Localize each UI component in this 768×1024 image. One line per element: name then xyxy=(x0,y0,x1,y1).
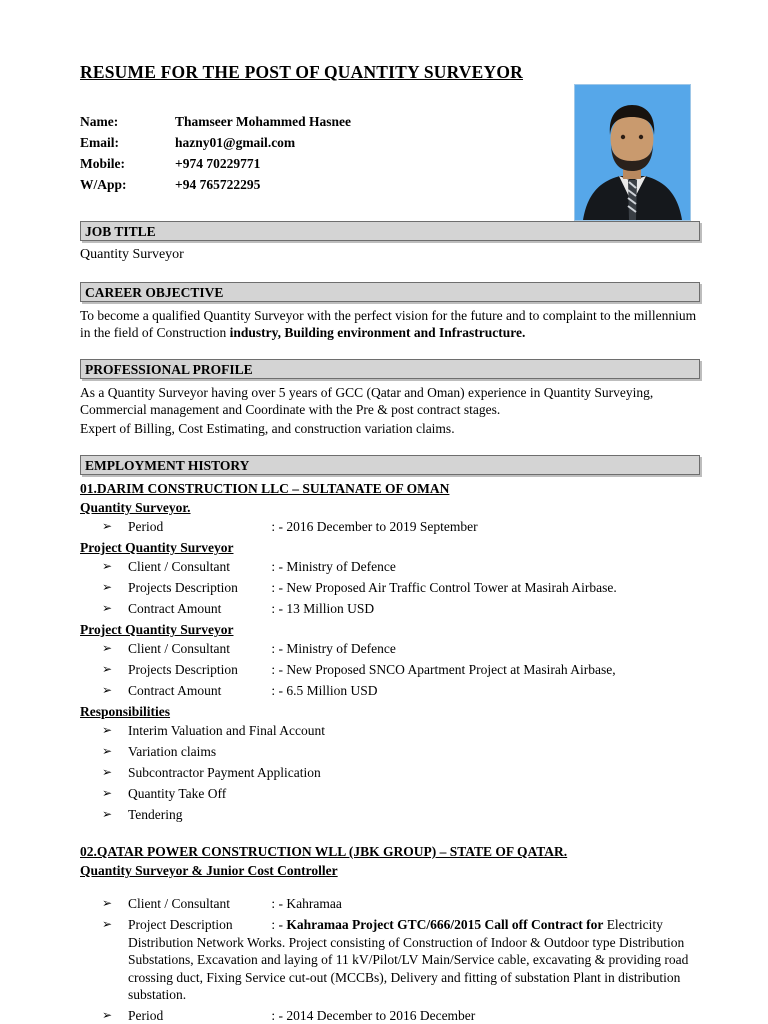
employer-2-role-text: Quantity Surveyor & Junior Cost Controller xyxy=(80,863,338,878)
field-row xyxy=(80,661,700,679)
field-row xyxy=(80,682,700,700)
field-value: : - Ministry of Defence xyxy=(271,641,396,656)
arrow-bullet-icon: ➢ xyxy=(102,744,113,758)
career-objective-normal: To become a qualified Quantity Surveyor with the perfect vision for the future and to complaint to the millennium in the field of Construction xyxy=(80,308,697,340)
employer-1-role xyxy=(80,499,700,516)
responsibility-item xyxy=(80,764,700,782)
career-objective-bold: industry, Building environment and Infrastructure. xyxy=(229,325,526,340)
field-label: Client / Consultant xyxy=(128,641,231,656)
employer-2-heading xyxy=(80,843,700,860)
project-2-heading xyxy=(80,621,700,638)
field-value: : - 2014 December to 2016 December xyxy=(271,1008,476,1023)
professional-profile-line2: Expert of Billing, Cost Estimating, and construction variation claims. xyxy=(80,421,455,436)
employer-1-name: 01.DARIM CONSTRUCTION LLC – SULTANATE OF OMAN xyxy=(80,481,450,496)
responsibilities-title: Responsibilities xyxy=(80,704,171,719)
arrow-bullet-icon: ➢ xyxy=(102,519,113,533)
responsibility-text: Tendering xyxy=(128,807,183,822)
employer-2-name: 02.QATAR POWER CONSTRUCTION WLL (JBK GROUP) – STATE OF QATAR. xyxy=(80,844,568,859)
arrow-bullet-icon: ➢ xyxy=(102,683,113,697)
responsibility-text: Variation claims xyxy=(128,744,217,759)
responsibility-item xyxy=(80,806,700,824)
field-row-project-description-2 xyxy=(80,916,700,1004)
arrow-bullet-icon: ➢ xyxy=(102,917,113,931)
resume-title: RESUME FOR THE POST OF QUANTITY SURVEYOR xyxy=(80,62,524,82)
contact-value-email: hazny01@gmail.com xyxy=(175,135,296,150)
responsibility-text: Quantity Take Off xyxy=(128,786,227,801)
field-row-period-1 xyxy=(80,518,700,536)
professional-profile-line1: As a Quantity Surveyor having over 5 years of GCC (Qatar and Oman) experience in Quantity Surveying, Commercial management and Coordinate with the Pre & post contract stages. xyxy=(80,385,654,417)
responsibility-item xyxy=(80,743,700,761)
section-bar-career-objective: CAREER OBJECTIVE xyxy=(80,282,700,302)
employer-2-role xyxy=(80,862,700,879)
field-label: Period xyxy=(128,1008,164,1023)
contact-label: Name: xyxy=(80,114,119,129)
employer-1-heading xyxy=(80,480,700,497)
arrow-bullet-icon: ➢ xyxy=(102,559,113,573)
contact-label: W/App: xyxy=(80,177,127,192)
field-label: Projects Description xyxy=(128,662,238,677)
arrow-bullet-icon: ➢ xyxy=(102,723,113,737)
field-value-prefix: : - xyxy=(271,917,283,932)
field-value-rest: Electricity Distribution Network Works. Project consisting of Construction of Indoor & Outdoor type Distribution Substations, Excavation and laying of 11 kV/Pilot/LV Main/Service cable, excavating & providing road crossing duct, Fixing Service cut-out (MCCBs), Delivery and fitting of substation Plant in distribution substation. xyxy=(128,917,689,1002)
field-label: Projects Description xyxy=(128,580,238,595)
responsibility-item xyxy=(80,722,700,740)
project-1-heading xyxy=(80,539,700,556)
field-row-client-2 xyxy=(80,895,700,913)
field-value: : - Kahramaa xyxy=(271,896,342,911)
responsibility-text: Interim Valuation and Final Account xyxy=(128,723,325,738)
field-value: : - New Proposed Air Traffic Control Tower at Masirah Airbase. xyxy=(271,580,617,595)
field-value-bold: Kahramaa Project GTC/666/2015 Call off Contract for xyxy=(286,917,604,932)
arrow-bullet-icon: ➢ xyxy=(102,1008,113,1022)
field-value: : - 2016 December to 2019 September xyxy=(271,519,478,534)
field-value: : - 13 Million USD xyxy=(271,601,375,616)
portrait-photo-graphic xyxy=(575,85,690,220)
contact-value-whatsapp: +94 765722295 xyxy=(175,177,261,192)
field-value: : - Ministry of Defence xyxy=(271,559,396,574)
arrow-bullet-icon: ➢ xyxy=(102,786,113,800)
career-objective-text xyxy=(80,307,700,341)
employer-1-role-text: Quantity Surveyor. xyxy=(80,500,191,515)
field-label: Project Description xyxy=(128,917,233,932)
responsibilities-heading xyxy=(80,703,700,720)
project-2-title: Project Quantity Surveyor xyxy=(80,622,234,637)
field-row xyxy=(80,640,700,658)
job-title-value: Quantity Surveyor xyxy=(80,247,184,262)
contact-value-mobile: +974 70229771 xyxy=(175,156,261,171)
contact-label: Email: xyxy=(80,135,119,150)
field-value: : - 6.5 Million USD xyxy=(271,683,378,698)
field-label: Contract Amount xyxy=(128,601,222,616)
section-bar-employment-history: EMPLOYMENT HISTORY xyxy=(80,455,700,475)
portrait-photo xyxy=(575,85,690,220)
responsibility-text: Subcontractor Payment Application xyxy=(128,765,321,780)
project-1-title: Project Quantity Surveyor xyxy=(80,540,234,555)
arrow-bullet-icon: ➢ xyxy=(102,807,113,821)
field-row-period-2 xyxy=(80,1007,700,1024)
section-bar-job-title: JOB TITLE xyxy=(80,221,700,241)
field-row xyxy=(80,600,700,618)
field-row xyxy=(80,558,700,576)
arrow-bullet-icon: ➢ xyxy=(102,662,113,676)
field-label: Client / Consultant xyxy=(128,896,231,911)
arrow-bullet-icon: ➢ xyxy=(102,765,113,779)
contact-value-name: Thamseer Mohammed Hasnee xyxy=(175,114,351,129)
arrow-bullet-icon: ➢ xyxy=(102,896,113,910)
field-value: : - New Proposed SNCO Apartment Project at Masirah Airbase, xyxy=(271,662,616,677)
responsibility-item xyxy=(80,785,700,803)
field-label: Contract Amount xyxy=(128,683,222,698)
arrow-bullet-icon: ➢ xyxy=(102,641,113,655)
field-row xyxy=(80,579,700,597)
section-bar-professional-profile: PROFESSIONAL PROFILE xyxy=(80,359,700,379)
field-label: Client / Consultant xyxy=(128,559,231,574)
contact-label: Mobile: xyxy=(80,156,125,171)
arrow-bullet-icon: ➢ xyxy=(102,601,113,615)
field-label: Period xyxy=(128,519,164,534)
arrow-bullet-icon: ➢ xyxy=(102,580,113,594)
